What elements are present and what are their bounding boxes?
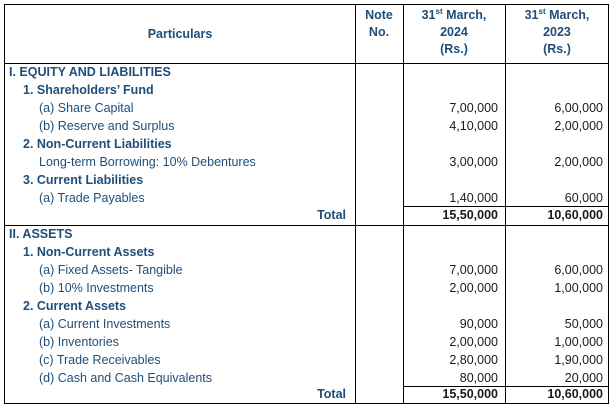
- table-row: [5, 172, 608, 190]
- value-2023: 2,00,000: [554, 155, 603, 169]
- value-2023: 60,000: [564, 191, 603, 205]
- row-label: (b) 10% Investments: [39, 281, 154, 295]
- value-2024: 7,00,000: [449, 263, 498, 277]
- row-label: (a) Trade Payables: [39, 191, 145, 205]
- table-row: [5, 64, 608, 82]
- header-2023: [505, 5, 609, 63]
- value-2024: 7,00,000: [449, 101, 498, 115]
- table-row: [5, 100, 608, 118]
- table-row: [5, 136, 608, 154]
- table-row: [5, 262, 608, 280]
- row-label: (a) Share Capital: [39, 101, 134, 115]
- total-row: [5, 207, 608, 225]
- table-row: [5, 154, 608, 172]
- header-2024-suffix: st: [435, 6, 443, 16]
- header-2024-month: March,: [442, 8, 487, 22]
- value-2023: 50,000: [564, 317, 603, 331]
- header-note-no: [355, 5, 403, 63]
- table-row: [5, 316, 608, 334]
- table-row: [5, 298, 608, 316]
- header-note-line1: Note: [365, 8, 393, 22]
- value-2024: 1,40,000: [449, 191, 498, 205]
- header-2024-year: 2024: [440, 25, 468, 39]
- value-2023: 20,000: [564, 371, 603, 385]
- table-row: [5, 334, 608, 352]
- header-2023-suffix: st: [538, 6, 546, 16]
- value-2024: 90,000: [459, 317, 498, 331]
- table-row: [5, 226, 608, 244]
- value-2023: 6,00,000: [554, 263, 603, 277]
- total-2023: 10,60,000: [547, 208, 603, 222]
- total-label: Total: [317, 208, 346, 222]
- row-label: 2. Non-Current Liabilities: [23, 137, 172, 151]
- value-2024: 2,00,000: [449, 335, 498, 349]
- header-note-line2: No.: [368, 25, 390, 39]
- row-label: I. EQUITY AND LIABILITIES: [9, 65, 171, 79]
- value-2023: 1,00,000: [554, 281, 603, 295]
- value-2023: 1,90,000: [554, 353, 603, 367]
- total-row: [5, 386, 608, 404]
- table-row: [5, 352, 608, 370]
- value-2024: 2,80,000: [449, 353, 498, 367]
- row-label: Long-term Borrowing: 10% Debentures: [39, 155, 256, 169]
- row-label: 3. Current Liabilities: [23, 173, 144, 187]
- row-label: (a) Fixed Assets- Tangible: [39, 263, 183, 277]
- value-2023: 1,00,000: [554, 335, 603, 349]
- header-2023-day: 31: [524, 8, 539, 22]
- total-2024: 15,50,000: [442, 387, 498, 401]
- row-label: 1. Shareholders’ Fund: [23, 83, 154, 97]
- table-row: [5, 118, 608, 136]
- total-2023: 10,60,000: [547, 387, 603, 401]
- row-label: 2. Current Assets: [23, 299, 127, 313]
- row-label: (b) Inventories: [39, 335, 119, 349]
- value-2024: 4,10,000: [449, 119, 498, 133]
- value-2024: 80,000: [459, 371, 498, 385]
- table-row: [5, 280, 608, 298]
- total-label: Total: [317, 387, 346, 401]
- header-2024-day: 31: [421, 8, 436, 22]
- header-2024: [403, 5, 505, 63]
- total-2024: 15,50,000: [442, 208, 498, 222]
- header-2023-unit: (Rs.): [543, 42, 571, 56]
- row-label: II. ASSETS: [9, 227, 73, 241]
- header-2023-year: 2023: [543, 25, 571, 39]
- row-label: (b) Reserve and Surplus: [39, 119, 175, 133]
- table-row: [5, 82, 608, 100]
- value-2024: 3,00,000: [449, 155, 498, 169]
- header-2024-unit: (Rs.): [440, 42, 468, 56]
- row-label: (a) Current Investments: [39, 317, 171, 331]
- balance-sheet-table: [4, 4, 609, 404]
- table-row: [5, 244, 608, 262]
- value-2024: 2,00,000: [449, 281, 498, 295]
- row-label: 1. Non-Current Assets: [23, 245, 155, 259]
- value-2023: 2,00,000: [554, 119, 603, 133]
- row-label: (c) Trade Receivables: [39, 353, 161, 367]
- row-label: (d) Cash and Cash Equivalents: [39, 371, 213, 385]
- header-particulars-text: Particulars: [147, 26, 213, 41]
- header-2023-month: March,: [545, 8, 590, 22]
- value-2023: 6,00,000: [554, 101, 603, 115]
- header-particulars: [5, 5, 355, 63]
